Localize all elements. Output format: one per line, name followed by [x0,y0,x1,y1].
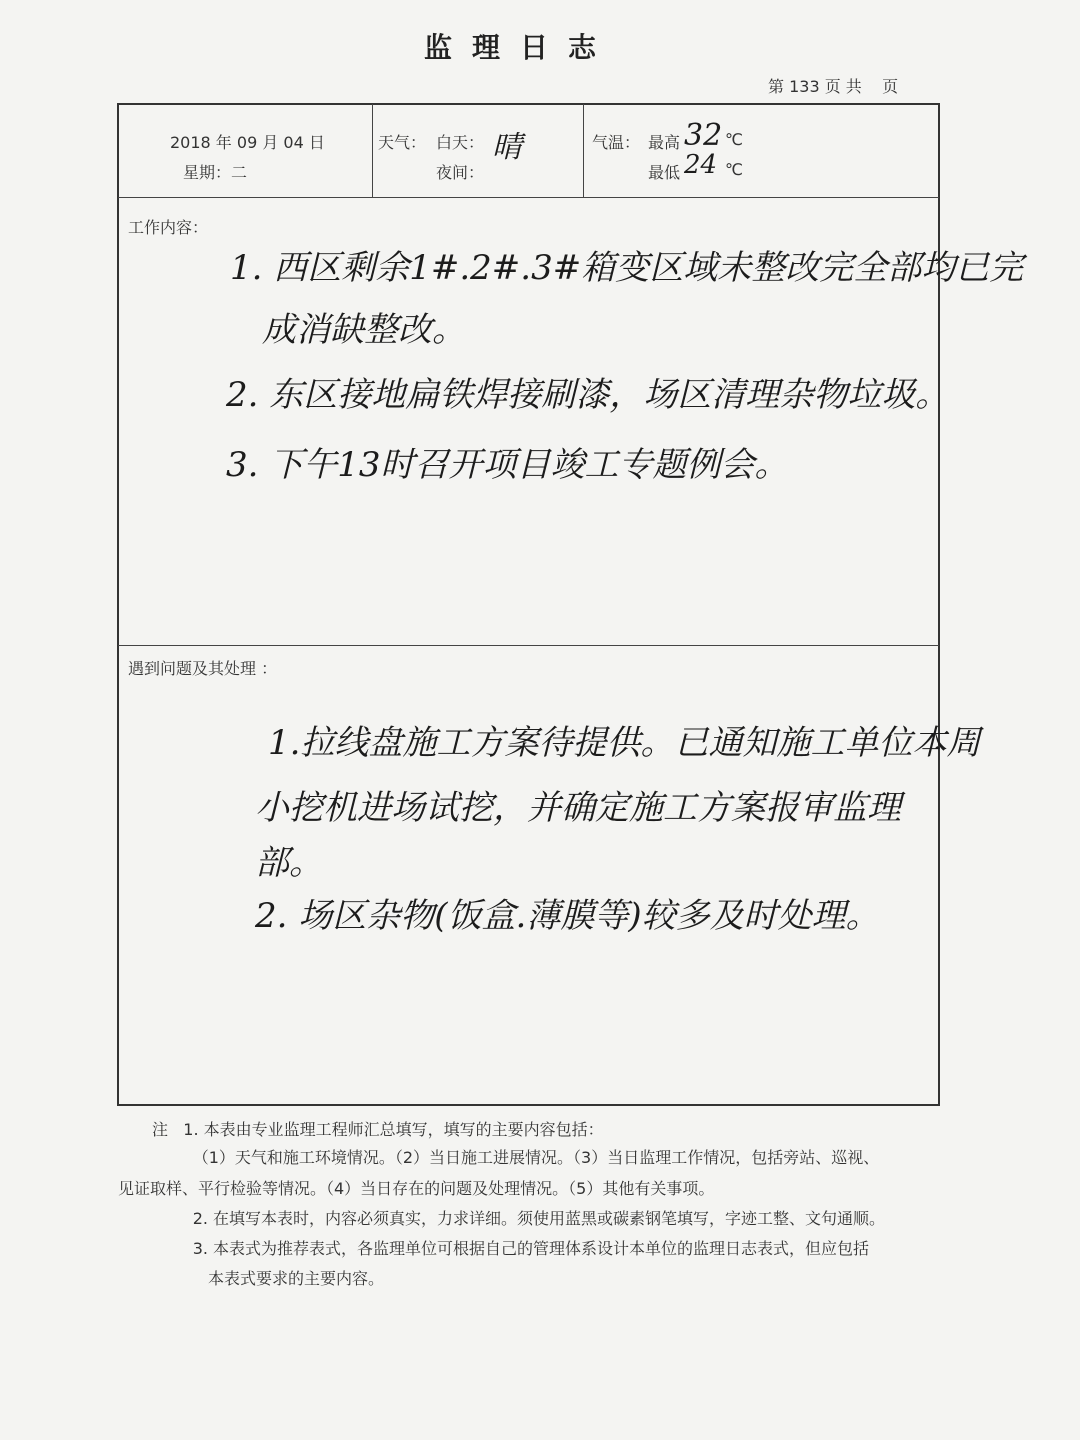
note-line: 见证取样、平行检验等情况。（4）当日存在的问题及处理情况。（5）其他有关事项。 [118,1179,715,1198]
work-line: 1. 西区剩余1#.2#.3#箱变区域未整改完全部均已完 [230,248,1024,288]
page-title: 监理日志 [423,31,616,64]
date-text: 2018 年 09 月 04 日 [170,133,325,152]
weather-day-label: 白天： [436,133,485,152]
header-row-divider [118,197,939,198]
work-content-label: 工作内容： [128,218,209,237]
weather-day-value: 晴 [492,130,522,165]
weather-temp-divider [583,104,584,197]
work-line: 成消缺整改。 [262,310,466,350]
temp-low-unit: ℃ [725,160,743,179]
problem-line: 小挖机进场试挖，并确定施工方案报审监理 [255,788,901,828]
problem-line: 2. 场区杂物(饭盒.薄膜等)较多及时处理。 [255,896,880,936]
temp-low-label: 最低 [648,163,681,182]
weather-label: 天气： [378,133,427,152]
problem-line: 部。 [255,843,323,883]
note-line: 注 1. 本表由专业监理工程师汇总填写，填写的主要内容包括： [152,1120,604,1139]
temp-high-label: 最高 [648,133,681,152]
temp-high-unit: ℃ [725,130,743,149]
temp-low-value: 24 [684,150,718,180]
problems-label: 遇到问题及其处理 ： [128,659,278,678]
problem-line: 1.拉线盘施工方案待提供。已通知施工单位本周 [268,723,981,763]
note-line: 2. 在填写本表时，内容必须真实，力求详细。须使用蓝黑或碳素钢笔填写，字迹工整、文句通顺。 [152,1209,886,1228]
work-line: 2. 东区接地扁铁焊接刷漆，场区清理杂物垃圾。 [226,375,950,415]
temp-high-value: 32 [684,118,723,153]
weekday-text: 星期：二 [183,163,248,182]
note-line: （1）天气和施工环境情况。（2）当日施工进展情况。（3）当日监理工作情况，包括旁站、巡视、 [152,1148,880,1167]
work-line: 3. 下午13时召开项目竣工专题例会。 [226,445,789,485]
note-line: 3. 本表式为推荐表式，各监理单位可根据自己的管理体系设计本单位的监理日志表式，但应包括 [152,1239,870,1258]
weather-night-label: 夜间： [436,163,485,182]
date-weather-divider [372,104,373,197]
note-line: 本表式要求的主要内容。 [152,1269,384,1288]
page-number: 第 133 页 共 页 [768,77,899,96]
section-divider [118,645,939,646]
temperature-label: 气温： [592,133,641,152]
